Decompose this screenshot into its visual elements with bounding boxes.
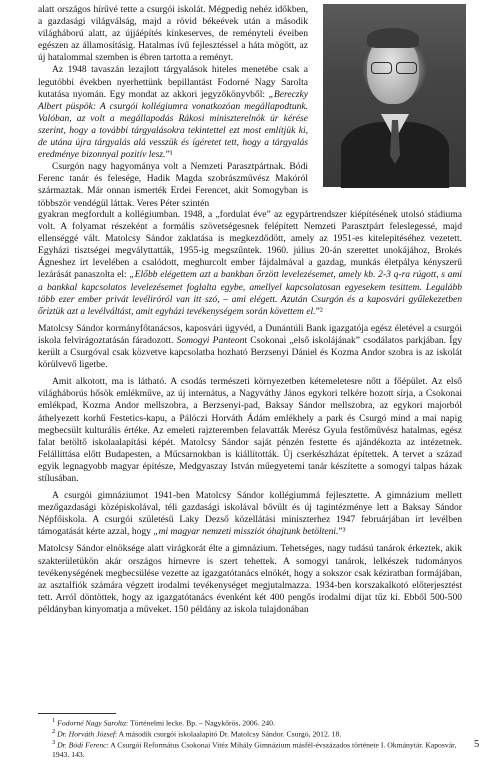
paragraph-intro: alatt országos hírűvé tette a csurgói iskolát. Mégpedig nehéz időkben, a gazdasági világválság, majd a rövid békeévek után a második világháború alatt, az újjáépítés kínkeserves, de reményteli éveiben egészen az államosításig. Hatalmas ívű fejlesztéssel a háta mögött, az új hatalommal szemben is ébren tartotta a reményt. [38, 4, 308, 64]
footnote-3: $^3$ Dr. Bódi Ferenc: A Csurgói Református Csokonai Vitéz Mihály Gimnázium másfél-évszázados története I. Okmánytár. Kaposvár, 1943. 143. [52, 739, 457, 760]
page-number: 5 [474, 739, 480, 750]
pantheon-italic: Somogyi Panteon [176, 334, 245, 346]
footnote-1: $^1$ Fodorné Nagy Sarolta: Történelmi lecke. Bp. – Nagykőrös, 2006. 240. [52, 717, 275, 728]
paragraph-legacy: Amit alkotott, ma is látható. A csodás természeti környezetben kétemeletesre nőtt a főépület. Az első világháborús hősök emlékműve, az új internátus, a Nagyváthy János egykori telkére hozott sírja, a Csokonai emlékpad, Kozma Andor mellszobra, a Berzsenyi-pad, Baksay Sándor mellszobra, az egykori majorból áthelyezett korhű Festetics-kapu, a Pálóczi Horváth Ádám emlékhely a park és Csurgó mind a mai napig megbecsült kulturális értéke. Az emeleti rajzteremben felavatták Merész Gyula festőművész hatalmas, egész falat betöltő iskolaalapítási képét. Matolcsy Sándor saját pénzén festette és ajándékozta az intézetnek. Felállíttása előtt Budapesten, a Műcsarnokban is kiállították. Új cserkészházat építettek. A tervet a század egyik legnagyobb magyar építésze, Medgyaszay István műegyetemi tanár készítette a somogyi talpas házak stílusában. [38, 376, 462, 484]
paragraph-college-text: A csurgói gimnáziumot 1941-ben Matolcsy Sándor kollégiummá fejlesztette. A gimnázium mellett mezőgazdasági középiskolával, téli gazdasági iskolával bővült és új tagintézménye lett a Baksay Sándor Népfőiskola. A csurgói születésű Laky Dezső közellátási miniszterhez 1947 februárjában írt levélben támogatását kérte azzal, hogy [38, 490, 462, 538]
paragraph-persecution [38, 209, 462, 318]
footnote-ref-2: ”² [315, 305, 323, 317]
paragraph-peasant-party: Csurgón nagy hagyománya volt a Nemzeti Parasztpártnak. Bódi Ferenc tanár és felesége, Hadik Magda szobrászművész Makóról származtak. Már onnan ismerték Erdei Ferencet, akit Somogyban is többször vendégül láttak. Veres Péter szintén [38, 161, 308, 209]
footnote-ref-1: ”¹ [165, 149, 173, 161]
main-text [38, 209, 462, 616]
top-text-column [38, 4, 308, 210]
paragraph-persecution-text: gyakran megfordult a kollégiumban. 1948, a „fordulat éve” az egypártrendszer kiépítésének utolsó stádiuma volt. A folyamat részeként a formális szövetségesnek felépített Nemzeti Parasztpárt feleslegessé, majd ellenséggé vált. Matolcsy Sándor zaklatása is megkezdődött, amely az 1951-es kitelepítéséhez vezetett. Egyházi tisztségei megvályttatták, 1955-ig megszűntek. 1960. július 20-án szerettet unokájához, Brokés Ágneshez írt levelében a csalódott, meghurcolt ember fájdalmával a gazdag, munkás életpálya kényszerű lezárását panaszolta el: [38, 209, 462, 281]
quote-mission: „mi magyar nemzeti missziót óhajtunk betölteni. [153, 526, 339, 538]
paragraph-college [38, 490, 462, 538]
quote-letter: „Előbb elégettem azt a bankban őrzött levelezésemet, amely kb. 2-3 q-ra rúgott, s ami a bankkal kapcsolatos levelezésemet foglalta egybe, amellyel kapcsolatosan egyesekem tesittem. Legalább több ezer ember privát levéliróról van itt szó, – ami elégett. Azután Csurgón és a kaposvári gyűlekezetben őriztük azt a levélváltást, amit egyházi tevékenységem során követtem el. [38, 269, 462, 317]
paragraph-golden-age: Matolcsy Sándor elnöksége alatt virágkorát élte a gimnázium. Tehetséges, nagy tudású tanárok érkeztek, akik szakterületükön akár országos hírnevre is szert tehettek. A somogyi tanárok, lelkészek tudományos tevékenységének megbecsülése vezette az igazgatótanács elnökét, hogy a sokszor csak kéziratban formájában, az asztalfiók számára végzett irodalmi tevékenységet megjutalmazza. 1934-ben korszakalkotó előterjesztést tett. Arról döntöttek, hogy az igazgatótanács évenként két 400 pengős irodalmi díjat tűz ki. Ebből 500-500 példányban kinyomatja a műveket. 150 példány az iskola tulajdonában [38, 543, 462, 615]
paragraph-negotiations-text: Az 1948 tavaszán lezajlott tárgyalások hiteles menetébe csak a legutóbbi években nyerhettünk bepillantást Fodorné Nagy Sarolta kutatása nyomán. Egy mondat az akkori jegyzőkönyvből: [38, 64, 308, 100]
paragraph-negotiations [38, 64, 308, 161]
quote-bereczky: „Bereczky Albert püspök: A csurgói kollégiumra vonatkozóan megállapodtunk. Valóban, az volt a megállapodás Rákosi miniszterelnök úr kérése szerint, hogy a további tárgyalásokra tekintettel ezt most említjük ki, de utána újra tárgyalás alá vesszük és ígéretet tett, hogy a tárgyalás eredménye bizonnyal pozitív lesz. [38, 88, 308, 161]
paragraph-pantheon [38, 323, 462, 371]
paragraph-pantheon-text-b: t Csokonai „első iskolájának” csodálatos parkjában. Így került a Csurgóval csak közvetve kapcsolatba hozható Berzsenyi Dániel és Kozma Andor szobra is az iskolát körülvevő ligetbe. [38, 334, 462, 371]
footnote-ref-3: ”³ [338, 526, 346, 538]
photo-hair [367, 28, 419, 48]
portrait-photo [323, 4, 466, 187]
paragraph-pantheon-text-a: Matolcsy Sándor kormányfőtanácsos, kaposvári ügyvéd, a Dunántúli Bank igazgatója egész életével a csurgói iskola felvirágoztatásán fáradozott. [38, 322, 462, 346]
footnote-divider [38, 713, 116, 714]
photo-glasses [369, 62, 419, 72]
footnote-2: $^2$ Dr. Horváth József: A második csurgói iskolaalapító Dr. Matolcsy Sándor. Csurgó, 2012. 18. [52, 728, 342, 739]
